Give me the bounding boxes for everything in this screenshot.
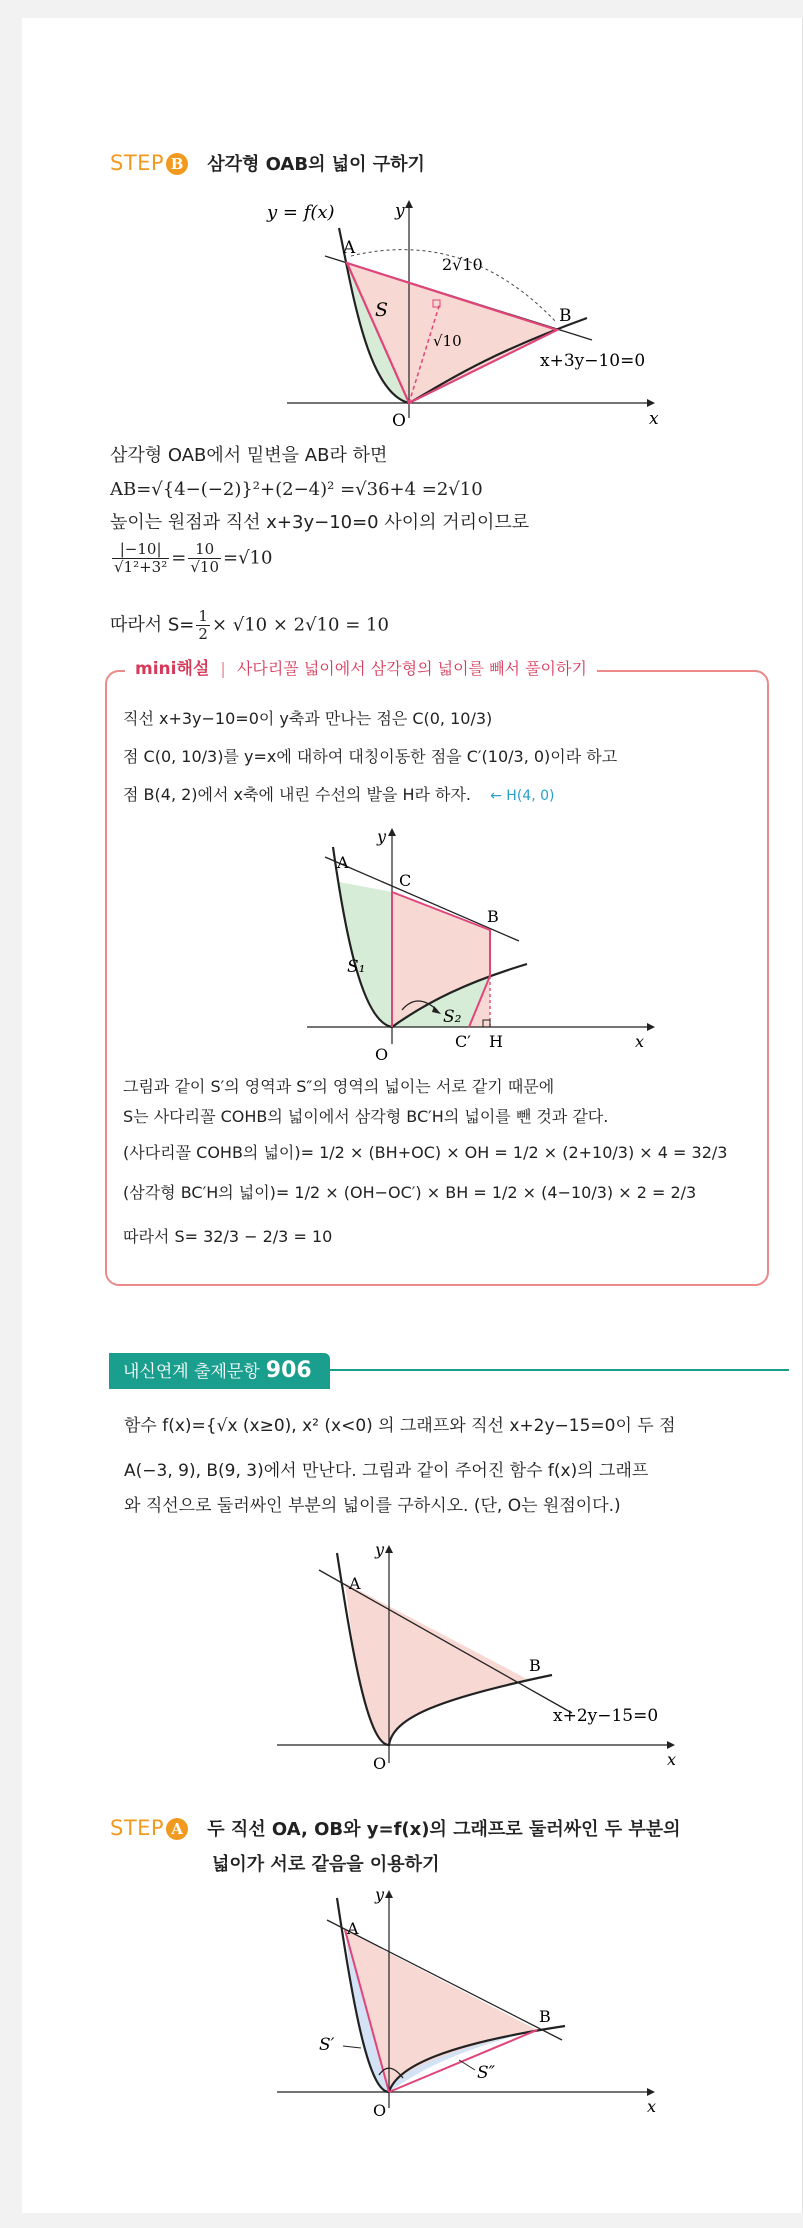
fig2-label-b: B xyxy=(487,907,499,926)
text-ab-length: AB=√{4−(−2)}²+(2−4)² =√36+4 =2√10 xyxy=(110,479,483,500)
fig4-label-a: A xyxy=(347,1919,359,1938)
fig2-label-y: y xyxy=(377,827,387,846)
y-arrow-icon xyxy=(405,200,413,208)
region-problem xyxy=(345,1583,527,1745)
fig4-label-x: x xyxy=(647,2097,657,2116)
text-area-result xyxy=(110,608,389,643)
label-a: A xyxy=(343,238,356,258)
label-2r10: 2√10 xyxy=(442,255,483,274)
step-a-label: STEP xyxy=(110,1816,165,1840)
fig4-label-sp: S′ xyxy=(319,2035,335,2055)
spp-pointer xyxy=(459,2060,475,2070)
mini-line-8: 따라서 S= 32/3 − 2/3 = 10 xyxy=(123,1227,333,1246)
fig3-label-b: B xyxy=(529,1656,541,1675)
region-s1 xyxy=(339,882,392,1027)
step-title: 삼각형 OAB의 넓이 구하기 xyxy=(207,154,425,175)
mini-line-3-text: 점 B(4, 2)에서 x축에 내린 수선의 발을 H라 하자. xyxy=(123,785,472,804)
fig2-label-a: A xyxy=(337,853,349,872)
label-b: B xyxy=(559,306,572,326)
fig3-label-o: O xyxy=(373,1754,387,1773)
label-y: y xyxy=(395,201,405,221)
step-label: STEP xyxy=(110,151,165,175)
figure-step-a xyxy=(247,1880,667,2120)
sp-pointer xyxy=(343,2046,361,2048)
frac-den: √1²+3² xyxy=(114,558,168,576)
mini-line-5: S는 사다리꼴 COHB의 넓이에서 삼각형 BC′H의 넓이를 뺀 것과 같다. xyxy=(123,1107,609,1126)
fig4-label-b: B xyxy=(539,2007,551,2026)
figure-trapezoid xyxy=(237,822,657,1064)
fig2-label-h: H xyxy=(489,1032,503,1051)
y-arrow-icon-4 xyxy=(385,1890,393,1898)
mini-line-2: 점 C(0, 10/3)를 y=x에 대하여 대칭이동한 점을 C′(10/3, 0)이라 하고 xyxy=(123,747,618,766)
step-b-heading xyxy=(110,150,425,176)
tag-text: 내신연계 출제문항 xyxy=(123,1362,260,1382)
mini-note: ← H(4, 0) xyxy=(490,788,555,804)
x-arrow-icon-4 xyxy=(647,2088,655,2096)
problem-line-3: 와 직선으로 둘러싸인 부분의 넓이를 구하시오. (단, O는 원점이다.) xyxy=(124,1496,621,1516)
x-arrow-icon-2 xyxy=(647,1023,655,1031)
label-s: S xyxy=(375,299,389,321)
fig2-label-s2: S₂ xyxy=(443,1007,462,1027)
step-a-heading xyxy=(110,1815,681,1841)
label-line: x+3y−10=0 xyxy=(540,351,646,371)
label-o: O xyxy=(392,411,406,431)
fig4-label-y: y xyxy=(375,1885,385,1904)
text-distance: $\frac{|-10|}{\text{√1²+3²}}$ = $\frac{10}{√10}$ =√10 xyxy=(114,540,273,576)
mini-line-7: (삼각형 BC′H의 넓이)= 1/2 × (OH−OC′) × BH = 1/2 × (4−10/3) × 2 = 2/3 xyxy=(123,1183,697,1202)
fig3-label-line: x+2y−15=0 xyxy=(553,1706,659,1726)
problem-line-1: 함수 f(x)={√x (x≥0), x² (x<0) 의 그래프와 직선 x+2y−15=0이 두 점 xyxy=(124,1416,676,1436)
tag-number: 906 xyxy=(265,1358,312,1383)
frac-half xyxy=(196,608,210,643)
area-prefix: 따라서 S= xyxy=(110,614,195,636)
mini-header: mini해설 | 사다리꼴 넓이에서 삼각형의 넓이를 빼서 풀이하기 xyxy=(125,654,597,679)
distance-tail: =√10 xyxy=(223,547,273,569)
label-x: x xyxy=(649,409,659,429)
mini-header-bold: mini해설 xyxy=(135,659,210,679)
page xyxy=(22,18,803,2213)
frac-den-2: √10 xyxy=(190,558,219,576)
text-height: 높이는 원점과 직선 x+3y−10=0 사이의 거리이므로 xyxy=(110,512,530,533)
fig2-label-x: x xyxy=(635,1032,645,1051)
area-tail: × √10 × 2√10 = 10 xyxy=(211,614,389,636)
fig3-label-a: A xyxy=(349,1574,361,1593)
step-a-title-2: 넓이가 서로 같음을 이용하기 xyxy=(212,1854,440,1875)
label-yfx: y = f(x) xyxy=(267,202,335,223)
mini-line-4: 그림과 같이 S′의 영역과 S″의 영역의 넓이는 서로 같기 때문에 xyxy=(123,1077,555,1096)
problem-tag xyxy=(109,1353,330,1389)
mini-header-text: 사다리꼴 넓이에서 삼각형의 넓이를 빼서 풀이하기 xyxy=(236,659,587,678)
half-num: 1 xyxy=(198,607,208,625)
step-badge: B xyxy=(166,153,188,175)
frac-num: |−10| xyxy=(112,541,169,559)
mini-explanation-box xyxy=(105,659,769,1286)
half-den: 2 xyxy=(198,625,208,643)
fig4-label-spp: S″ xyxy=(477,2063,495,2083)
frac-num-2: 10 xyxy=(188,541,221,559)
figure-problem xyxy=(247,1533,707,1783)
frac-distance xyxy=(112,541,169,576)
mini-line-6: (사다리꼴 COHB의 넓이)= 1/2 × (BH+OC) × OH = 1/2 × (2+10/3) × 4 = 32/3 xyxy=(123,1143,728,1162)
problem-line-2: A(−3, 9), B(9, 3)에서 만난다. 그림과 같이 주어진 함수 f(x)의 그래프 xyxy=(124,1461,649,1481)
step-a-title-1: 두 직선 OA, OB와 y=f(x)의 그래프로 둘러싸인 두 부분의 xyxy=(207,1819,681,1840)
text-base: 삼각형 OAB에서 밑변을 AB라 하면 xyxy=(110,445,388,466)
step-a-badge: A xyxy=(166,1818,188,1840)
fig2-label-cp: C′ xyxy=(455,1032,471,1051)
fig2-label-s1: S₁ xyxy=(347,957,366,977)
fig2-label-c: C xyxy=(399,871,412,890)
fig3-label-y: y xyxy=(375,1540,385,1559)
fig2-label-o: O xyxy=(375,1045,389,1064)
x-arrow-icon-3 xyxy=(667,1741,675,1749)
fig4-label-o: O xyxy=(373,2101,387,2120)
mini-line-3 xyxy=(123,782,554,809)
y-arrow-icon-3 xyxy=(385,1545,393,1553)
frac-simplified xyxy=(188,541,221,576)
x-arrow-icon xyxy=(647,399,655,407)
y-arrow-icon-2 xyxy=(388,828,396,836)
figure-triangle-oab xyxy=(247,188,667,431)
fig3-label-x: x xyxy=(667,1750,677,1769)
label-r10: √10 xyxy=(433,332,462,350)
mini-line-1: 직선 x+3y−10=0이 y축과 만나는 점은 C(0, 10/3) xyxy=(123,709,493,728)
